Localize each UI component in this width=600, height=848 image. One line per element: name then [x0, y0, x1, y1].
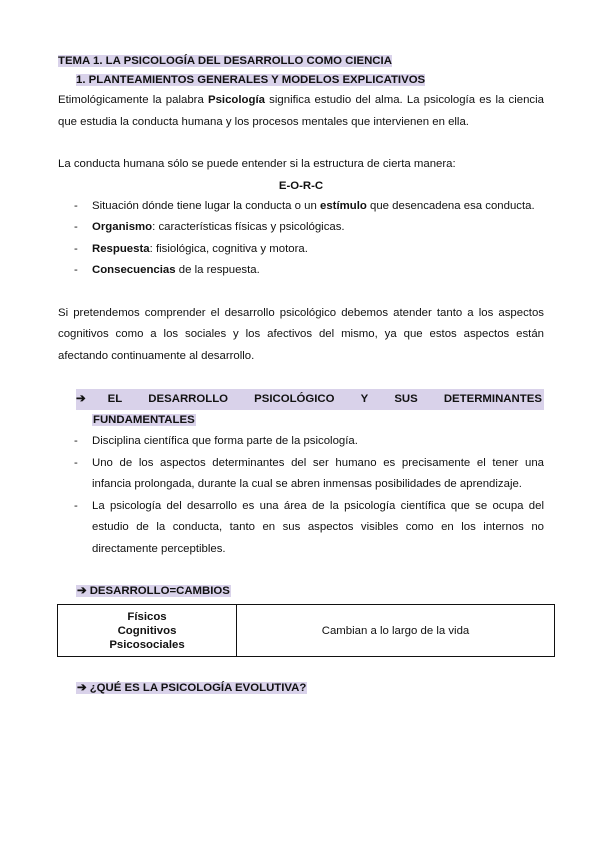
- paragraph-etymology: Etimológicamente la palabra Psicología significa estudio del alma. La psicología es la ciencia que estudia la conducta humana y los procesos mentales que intervienen en ella.: [58, 94, 544, 128]
- list-item: - Disciplina científica que forma parte de la psicología.: [74, 435, 358, 447]
- table-cell-types: Físicos Cognitivos Psicosociales: [58, 605, 237, 657]
- heading-evolutive: ➔ ¿QUÉ ES LA PSICOLOGÍA EVOLUTIVA?: [77, 682, 307, 694]
- list-item: - Situación dónde tiene lugar la conducta o un estímulo que desencadena esa conducta.: [74, 199, 535, 212]
- table-cell-description: Cambian a lo largo de la vida: [237, 605, 555, 657]
- heading-changes: ➔ DESARROLLO=CAMBIOS: [77, 585, 230, 597]
- list-item: - Respuesta: fisiológica, cognitiva y motora.: [74, 242, 308, 255]
- list-item: - La psicología del desarrollo es una área de la psicología científica que se ocupa del estudio de la conducta, tanto en sus aspectos visibles como en los internos no directamente perceptibles.: [74, 499, 544, 555]
- section-subtitle: 1. PLANTEAMIENTOS GENERALES Y MODELOS EXPLICATIVOS: [76, 74, 426, 86]
- eorc-list: [58, 196, 544, 282]
- paragraph-structure: La conducta humana sólo se puede entender si la estructura de cierta manera:: [58, 158, 456, 170]
- determinants-list: [58, 431, 544, 560]
- changes-table: [57, 604, 555, 657]
- table-row: [58, 605, 555, 657]
- list-item: - Organismo: características físicas y psicológicas.: [74, 221, 345, 233]
- eorc-formula: E-O-R-C: [278, 179, 324, 192]
- document-page: [58, 52, 544, 699]
- paragraph-development: Si pretendemos comprender el desarrollo psicológico debemos atender tanto a los aspectos cognitivos como a los sociales y los afectivos del mismo, ya que estos aspectos están afectando continuamente al desarrollo.: [58, 306, 544, 362]
- heading-determinants: ➔ EL DESARROLLO PSICOLÓGICO Y SUS DETERMINANTES FUNDAMENTALES: [76, 389, 544, 431]
- document-title: TEMA 1. LA PSICOLOGÍA DEL DESARROLLO COMO CIENCIA: [58, 55, 392, 67]
- list-item: - Uno de los aspectos determinantes del ser humano es precisamente el tener una infancia prolongada, durante la cual se abren inmensas posibilidades de aprendizaje.: [74, 456, 544, 490]
- list-item: - Consecuencias de la respuesta.: [74, 264, 260, 276]
